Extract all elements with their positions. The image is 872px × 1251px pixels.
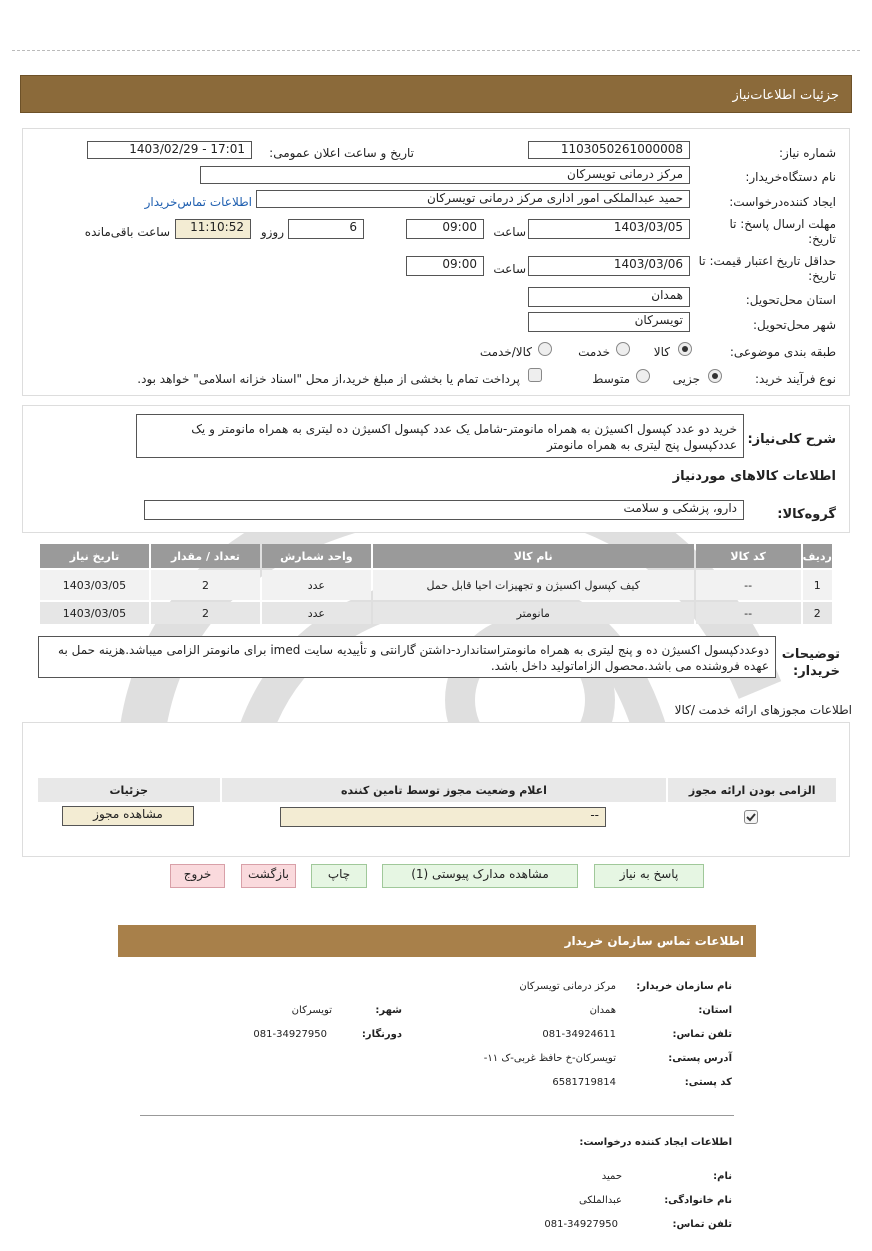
announce-field: 1403/02/29 - 17:01 bbox=[87, 141, 252, 159]
remaining-time-field: 11:10:52 bbox=[175, 219, 251, 239]
goods-table-header bbox=[40, 544, 832, 568]
creator-name-label: نام: bbox=[713, 1171, 732, 1182]
province-field: همدان bbox=[528, 287, 690, 307]
treasury-payment-note: پرداخت تمام یا بخشی از مبلغ خرید،از محل "اسناد خزانه اسلامی" خواهد بود. bbox=[137, 372, 520, 386]
creator-family-value: عبدالملکی bbox=[578, 1195, 622, 1206]
contact-header bbox=[118, 925, 756, 957]
buyer-org-field: مرکز درمانی تویسرکان bbox=[200, 166, 690, 184]
creator-phone-value: 081-34927950 bbox=[544, 1219, 618, 1230]
need-number-label: شماره نیاز: bbox=[779, 146, 836, 160]
col-row: ردیف bbox=[803, 544, 832, 568]
category-service-label: خدمت bbox=[578, 345, 610, 359]
summary-label: شرح کلی‌نیاز: bbox=[747, 432, 836, 447]
contact-title: اطلاعات تماس سازمان خریدار bbox=[564, 934, 744, 948]
col-permit-required: الزامی بودن ارائه مجوز bbox=[668, 778, 836, 802]
goods-group-field: دارو، پزشکی و سلامت bbox=[144, 500, 744, 520]
category-service-radio[interactable] bbox=[616, 342, 630, 356]
province-label: استان محل‌تحویل: bbox=[745, 293, 836, 307]
category-goods-label: کالا bbox=[653, 345, 670, 359]
col-permit-details: جزئیات bbox=[38, 778, 220, 802]
category-both-radio[interactable] bbox=[538, 342, 552, 356]
price-time-field: 09:00 bbox=[406, 256, 484, 276]
summary-text: خرید دو عدد کپسول اکسیژن به همراه مانومتر-شامل یک عدد کپسول اکسیژن ده لیتری به همراه مانومتر و یک عددکپسول پنج لیتری به همراه مانومتر bbox=[136, 414, 744, 458]
process-medium-radio[interactable] bbox=[636, 369, 650, 383]
contact-org-value: مرکز درمانی تویسرکان bbox=[519, 981, 616, 992]
buyer-notes-label: توضیحات خریدار: bbox=[781, 647, 840, 679]
category-label: طبقه بندی موضوعی: bbox=[729, 345, 836, 359]
buyer-contact-link[interactable]: اطلاعات تماس‌خریدار bbox=[144, 195, 252, 209]
contact-city-label: شهر: bbox=[375, 1005, 402, 1016]
city-field: تویسرکان bbox=[528, 312, 690, 332]
creator-name-value: حمید bbox=[601, 1171, 622, 1182]
reply-time-field: 09:00 bbox=[406, 219, 484, 239]
contact-org-label: نام سازمان خریدار: bbox=[636, 981, 732, 992]
goods-info-title: اطلاعات کالاهای موردنیاز bbox=[672, 469, 836, 484]
goods-table bbox=[38, 542, 834, 626]
contact-phone-label: تلفن تماس: bbox=[672, 1029, 732, 1040]
col-code: کد کالا bbox=[696, 544, 801, 568]
creator-field: حمید عبدالملکی امور اداری مرکز درمانی تویسرکان bbox=[256, 190, 690, 208]
col-date: تاریخ نیاز bbox=[40, 544, 149, 568]
view-permit-button[interactable]: مشاهده مجوز bbox=[62, 806, 194, 826]
contact-province-label: استان: bbox=[698, 1005, 732, 1016]
col-permit-status: اعلام وضعیت مجوز توسط تامین کننده bbox=[222, 778, 667, 802]
col-unit: واحد شمارش bbox=[262, 544, 371, 568]
remaining-label: ساعت باقی‌مانده bbox=[84, 225, 170, 239]
days-label: روزو bbox=[260, 225, 284, 239]
creator-phone-label: تلفن تماس: bbox=[672, 1219, 732, 1230]
contact-postal-value: 6581719814 bbox=[552, 1077, 616, 1088]
creator-info-title: اطلاعات ایجاد کننده درخواست: bbox=[579, 1137, 732, 1148]
contact-province-value: همدان bbox=[589, 1005, 616, 1016]
process-minor-radio[interactable] bbox=[708, 369, 722, 383]
top-divider bbox=[12, 50, 860, 51]
contact-postal-label: کد پستی: bbox=[684, 1077, 732, 1088]
price-validity-label: حداقل تاریخ اعتبار قیمت: تا تاریخ: bbox=[698, 254, 836, 283]
creator-label: ایجاد کننده‌درخواست: bbox=[729, 195, 836, 209]
permit-status-field: -- bbox=[280, 807, 606, 827]
check-icon bbox=[745, 811, 757, 823]
announce-label: تاریخ و ساعت اعلان عمومی: bbox=[269, 146, 414, 160]
category-both-label: کالا/خدمت bbox=[479, 345, 532, 359]
buyer-org-label: نام دستگاه‌خریدار: bbox=[745, 170, 836, 184]
process-medium-label: متوسط bbox=[592, 372, 630, 386]
page-title: جزئیات اطلاعات‌نیاز bbox=[732, 88, 839, 103]
price-time-label: ساعت bbox=[493, 262, 526, 276]
contact-address-label: آدرس پستی: bbox=[668, 1053, 732, 1064]
col-qty: تعداد / مقدار bbox=[151, 544, 260, 568]
contact-fax-label: دورنگار: bbox=[361, 1029, 402, 1040]
contact-fax-value: 081-34927950 bbox=[253, 1029, 327, 1040]
goods-group-label: گروه‌کالا: bbox=[777, 507, 836, 522]
city-label: شهر محل‌تحویل: bbox=[752, 318, 836, 332]
reply-date-field: 1403/03/05 bbox=[528, 219, 690, 239]
table-row: 1 -- کیف کپسول اکسیژن و تجهیزات احیا قابل حمل عدد 2 1403/03/05 bbox=[40, 570, 832, 600]
creator-family-label: نام خانوادگی: bbox=[664, 1195, 732, 1206]
permits-title: اطلاعات مجوزهای ارائه خدمت /کالا bbox=[674, 703, 852, 717]
back-button[interactable]: بازگشت bbox=[241, 864, 296, 888]
contact-phone-value: 081-34924611 bbox=[542, 1029, 616, 1040]
print-button[interactable]: چاپ bbox=[311, 864, 367, 888]
permit-required-checkbox bbox=[744, 810, 758, 824]
contact-city-value: تویسرکان bbox=[291, 1005, 332, 1016]
reply-time-label: ساعت bbox=[493, 225, 526, 239]
reply-button[interactable]: پاسخ به نیاز bbox=[594, 864, 704, 888]
buyer-notes-text: دوعددکپسول اکسیژن ده و پنج لیتری به همراه مانومتراستاندارد-داشتن گارانتی و تأییدیه سایت imed برای مانومتر الزامی میباشد.هزینه حمل به عهده فروشنده می باشد.محصول الزاماتولید داخل باشد. bbox=[38, 636, 776, 678]
need-number-field: 1103050261000008 bbox=[528, 141, 690, 159]
attachments-button[interactable]: مشاهده مدارک پیوستی (1) bbox=[382, 864, 578, 888]
category-goods-radio[interactable] bbox=[678, 342, 692, 356]
days-field: 6 bbox=[288, 219, 364, 239]
table-row: 2 -- مانومتر عدد 2 1403/03/05 bbox=[40, 602, 832, 624]
price-date-field: 1403/03/06 bbox=[528, 256, 690, 276]
contact-address-value: تویسرکان-خ حافظ غربی-ک ۱۱- bbox=[483, 1053, 616, 1064]
process-minor-label: جزیی bbox=[672, 372, 700, 386]
reply-deadline-label: مهلت ارسال پاسخ: تا تاریخ: bbox=[729, 217, 836, 246]
process-label: نوع فرآیند خرید: bbox=[755, 372, 836, 386]
page-header bbox=[20, 75, 852, 113]
exit-button[interactable]: خروج bbox=[170, 864, 225, 888]
col-name: نام کالا bbox=[373, 544, 694, 568]
contact-divider bbox=[140, 1115, 734, 1116]
treasury-payment-checkbox[interactable] bbox=[528, 368, 542, 382]
